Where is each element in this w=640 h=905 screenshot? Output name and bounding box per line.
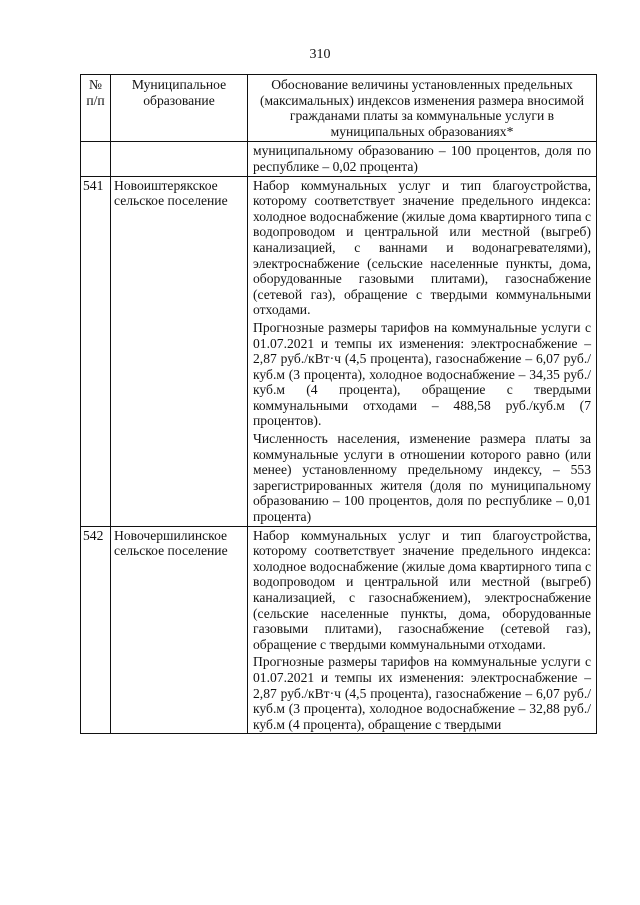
row-justification <box>248 526 597 734</box>
population-paragraph: Численность населения, изменение размера платы за коммунальные услуги в отношении которого равно (или менее) установленному предельному индексу, – 553 зарегистрированных жителя (доля по муниципальному образованию – 100 процентов, доля по республике – 0,01 процента) <box>253 431 591 525</box>
continuation-municipality-cell <box>111 142 248 176</box>
page-number: 310 <box>309 47 331 62</box>
table-row <box>81 176 597 526</box>
row-number: 542 <box>81 526 111 734</box>
table-row <box>81 526 597 734</box>
continuation-number-cell <box>81 142 111 176</box>
continuation-text: муниципальному образованию – 100 процентов, доля по республике – 0,02 процента) <box>253 143 591 174</box>
header-number: № п/п <box>81 75 111 142</box>
row-justification <box>248 176 597 526</box>
tariffs-paragraph: Прогнозные размеры тарифов на коммунальные услуги с 01.07.2021 и темпы их изменения: электроснабжение – 2,87 руб./кВт·ч (4,5 процента), газоснабжение – 6,07 руб./куб.м (3 процента), холодное водоснабжение – 32,88 руб./куб.м (4 процента), обращение с твердыми <box>253 654 591 732</box>
header-justification: Обоснование величины установленных предельных (максимальных) индексов изменения размера вносимой гражданами платы за коммунальные услуги в муниципальных образованиях* <box>248 75 597 142</box>
tariffs-paragraph: Прогнозные размеры тарифов на коммунальные услуги с 01.07.2021 и темпы их изменения: электроснабжение – 2,87 руб./кВт·ч (4,5 процента), газоснабжение – 6,07 руб./куб.м (3 процента), холодное водоснабжение – 34,35 руб./куб.м (4 процента), обращение с твердыми коммунальными отходами – 488,58 руб./куб.м (7 процентов). <box>253 319 591 429</box>
header-municipality: Муниципальное образование <box>111 75 248 142</box>
row-municipality: Новоиштерякское сельское поселение <box>111 176 248 526</box>
table-header-row <box>81 75 597 142</box>
continuation-text-cell <box>248 142 597 176</box>
services-paragraph: Набор коммунальных услуг и тип благоустройства, которому соответствует значение предельного индекса: холодное водоснабжение (жилые дома квартирного типа с водопроводом и центральной или местной (выгреб) канализацией, с газоснабжением), электроснабжение (сельские населенные пункты, дома, оборудованные газовыми плитами), газоснабжение (сетевой газ), обращение с твердыми коммунальными отходами. <box>253 527 591 652</box>
table-row-continuation <box>81 142 597 176</box>
row-municipality: Новочершилинское сельское поселение <box>111 526 248 734</box>
tariff-index-table <box>80 74 597 734</box>
services-paragraph: Набор коммунальных услуг и тип благоустройства, которому соответствует значение предельного индекса: холодное водоснабжение (жилые дома квартирного типа с водопроводом и центральной или местной (выгреб) канализацией, с ваннами и водонагревателями), электроснабжение (сельские населенные пункты, дома, оборудованные газовыми плитами), газоснабжение (сетевой газ), обращение с твердыми коммунальными отходами. <box>253 177 591 318</box>
row-number: 541 <box>81 176 111 526</box>
